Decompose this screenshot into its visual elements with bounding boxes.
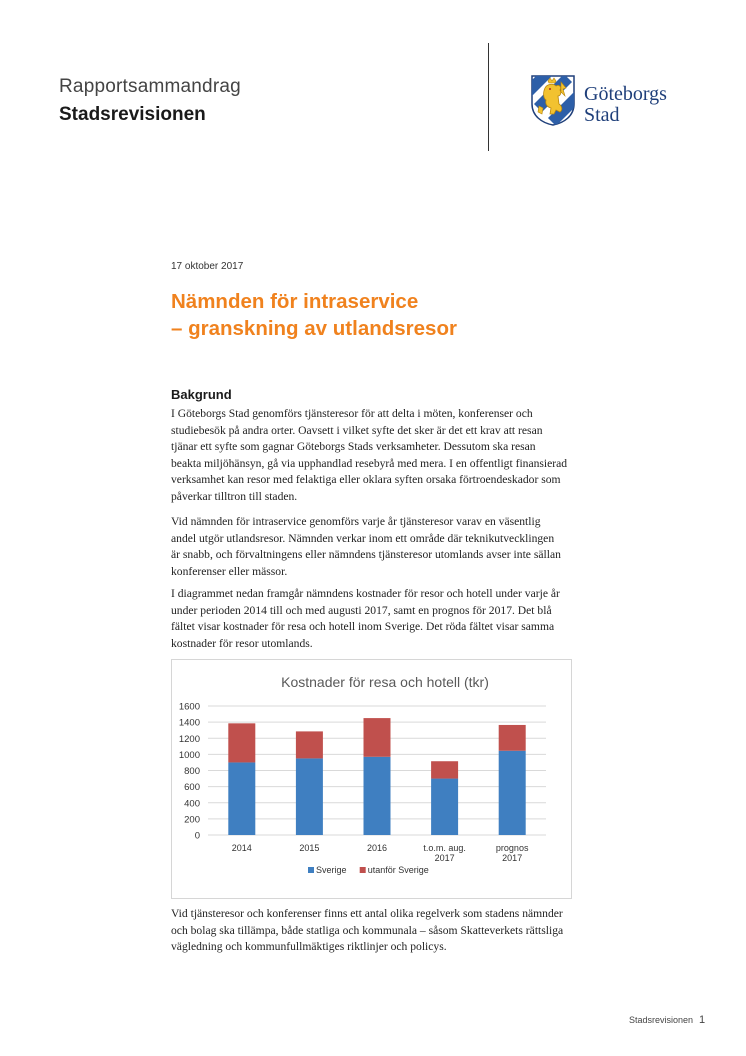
legend-swatch-utanfor-sverige xyxy=(360,867,366,873)
legend-label-sverige: Sverige xyxy=(316,865,347,875)
cost-chart-svg xyxy=(172,660,571,898)
y-tick-label: 1000 xyxy=(178,749,200,761)
chart-title: Kostnader för resa och hotell (tkr) xyxy=(281,674,489,690)
text-line: Vid tjänsteresor och konferenser finns ett antal olika regelverk som stadens nämnder xyxy=(171,907,563,920)
y-tick-label: 600 xyxy=(184,782,200,794)
cost-chart xyxy=(171,659,572,899)
y-tick-label: 200 xyxy=(184,814,200,826)
text-line: vägledning och kommunfullmäktiges riktlinjer och policys. xyxy=(171,940,447,953)
x-tick-label: 2017 xyxy=(502,853,523,863)
text-line: och bolag ska tillämpa, både statliga och kommunala – såsom Skatteverkets rättsliga xyxy=(171,923,564,937)
text-line: påverkar tilltron till staden. xyxy=(171,489,298,503)
y-tick-label: 400 xyxy=(184,798,200,810)
text-line: verksamhet kan resor med felaktiga eller oklara syften orsaka förtroendeskador som xyxy=(171,473,561,486)
bar-utanfor-sverige xyxy=(364,718,391,757)
text-line: I Göteborgs Stad genomförs tjänsteresor för att delta i möten, konferenser och xyxy=(171,407,533,420)
page-number: 1 xyxy=(699,1014,706,1026)
text-line: konferenser eller mässor. xyxy=(171,564,288,578)
bar-utanfor-sverige xyxy=(431,761,458,778)
department-name: Stadsrevisionen xyxy=(59,104,206,125)
text-line: är snabb, och förvaltningens eller nämndens tjänsteresor utomlands avser inte sällan xyxy=(171,548,561,561)
text-line: under perioden 2014 till och med augusti 2017, samt en prognos för 2017. Det blå xyxy=(171,603,552,617)
text-line: beakta miljöhänsyn, gå via upphandlad resebyrå med mera. I en offentligt finansierad xyxy=(171,456,568,470)
bar-sverige xyxy=(499,751,526,835)
city-coat-of-arms-icon xyxy=(530,74,576,126)
text-line: I diagrammet nedan framgår nämndens kostnader för resor och hotell under varje år xyxy=(171,587,560,600)
legend-swatch-sverige xyxy=(308,867,314,873)
x-tick-label: prognos xyxy=(495,843,529,853)
logo-line-2: Stad xyxy=(584,104,620,126)
bar-sverige xyxy=(228,762,255,835)
y-tick-label: 1200 xyxy=(178,733,200,745)
paragraph-4 xyxy=(171,906,611,956)
footer-label: Stadsrevisionen xyxy=(629,1015,694,1025)
page-footer xyxy=(629,1014,705,1026)
paragraph-3 xyxy=(171,586,611,652)
text-line: andel utgör utlandsresor. Nämnden verkar inom ett område där teknikutvecklingen xyxy=(171,531,555,545)
x-tick-label: 2015 xyxy=(299,843,320,853)
section-heading: Bakgrund xyxy=(171,387,232,402)
header-divider xyxy=(488,43,489,151)
text-line: fältet visar kostnader för resa och hotell inom Sverige. Det röda fältet visar samma xyxy=(171,620,555,633)
bar-sverige xyxy=(431,779,458,835)
paragraph-1 xyxy=(171,406,611,505)
document-date: 17 oktober 2017 xyxy=(171,261,244,272)
bar-utanfor-sverige xyxy=(296,731,323,758)
paragraph-2 xyxy=(171,514,611,580)
y-tick-label: 0 xyxy=(194,830,200,842)
legend-label-utanfor-sverige: utanför Sverige xyxy=(367,865,429,875)
y-tick-label: 1600 xyxy=(178,701,200,713)
x-tick-label: t.o.m. aug. xyxy=(423,843,466,853)
bar-utanfor-sverige xyxy=(228,723,255,762)
text-line: kostnader för resor utomlands. xyxy=(171,636,313,650)
document-title xyxy=(171,288,457,342)
title-line-1: Nämnden för intraservice xyxy=(171,290,419,313)
y-tick-label: 1400 xyxy=(178,717,200,729)
x-tick-label: 2016 xyxy=(366,843,388,853)
city-logo-text xyxy=(584,84,667,126)
x-tick-label: 2017 xyxy=(434,853,455,863)
y-tick-label: 800 xyxy=(184,766,200,777)
text-line: Vid nämnden för intraservice genomförs varje år tjänsteresor varav en väsentlig xyxy=(171,515,541,528)
report-type: Rapportsammandrag xyxy=(59,76,241,97)
bar-sverige xyxy=(296,758,323,835)
logo-line-1: Göteborgs xyxy=(584,83,667,105)
title-line-2: – granskning av utlandsresor xyxy=(171,317,457,340)
text-line: studiebesök på andra orter. Oavsett i vilket syfte det sker är det ett krav att resan xyxy=(171,423,543,437)
bar-sverige xyxy=(364,757,391,835)
x-tick-label: 2014 xyxy=(231,843,252,853)
bar-utanfor-sverige xyxy=(499,725,526,751)
text-line: tjänar ett syfte som gagnar Göteborgs Stads verksamheter. Dessutom ska resan xyxy=(171,440,536,453)
